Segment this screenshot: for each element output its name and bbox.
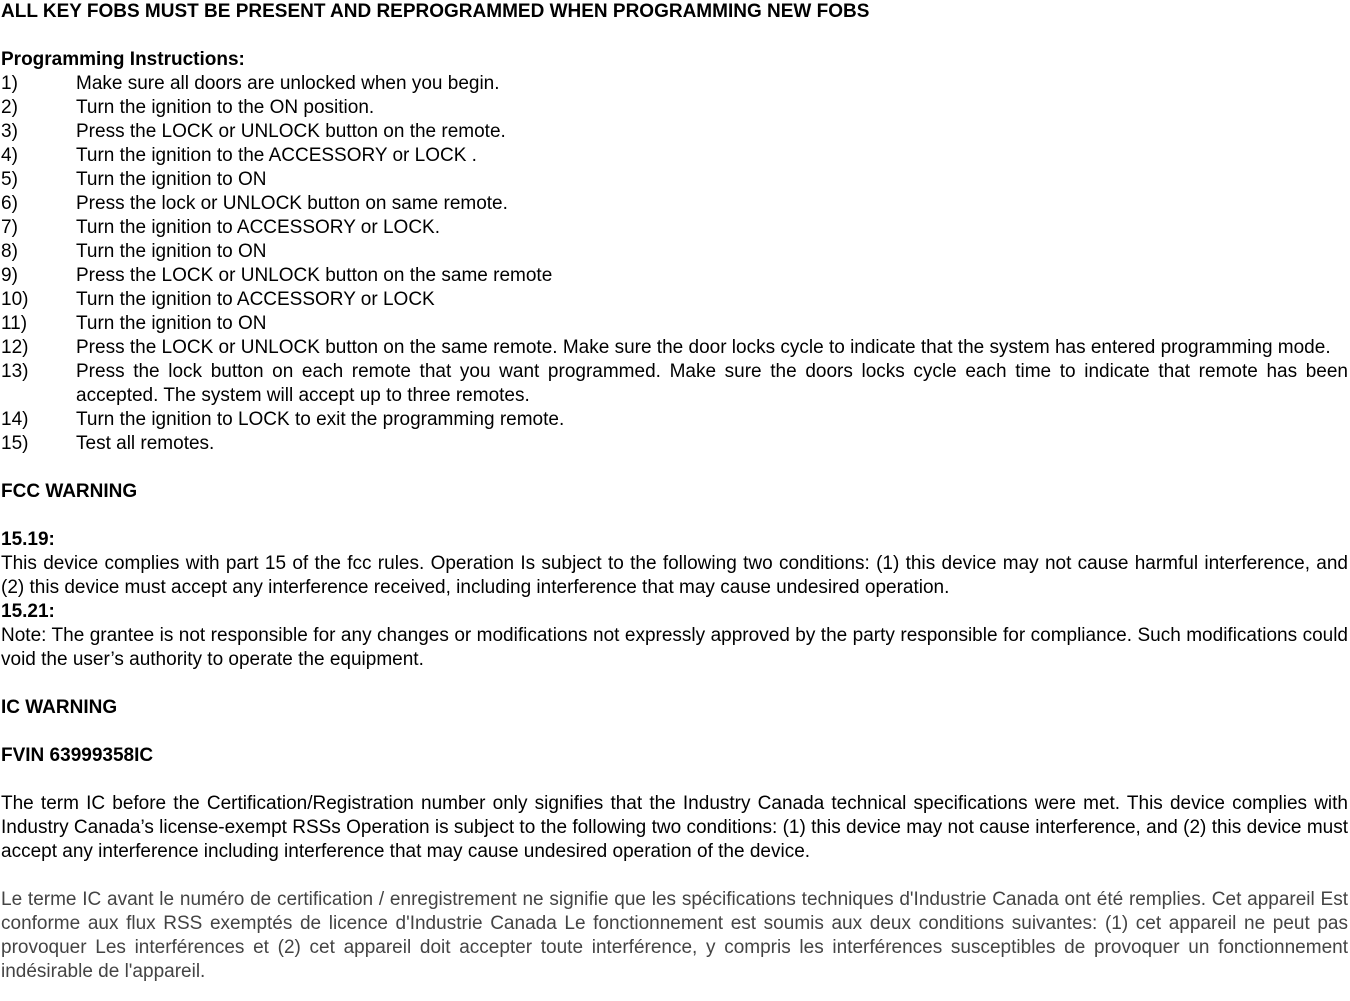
- step-text: Turn the ignition to the ON position.: [76, 97, 375, 118]
- list-item: [1, 312, 1348, 336]
- step-text: Turn the ignition to ON: [76, 169, 267, 190]
- step-number: 14): [1, 409, 29, 430]
- step-text: Press the lock or UNLOCK button on same remote.: [76, 193, 508, 214]
- ic-french-text: Le terme IC avant le numéro de certification / enregistrement ne signifie que les spécifications techniques d'Industrie Canada ont été remplies. Cet appareil Est conforme aux flux RSS exemptés de licence d'Industrie Canada Le fonctionnement est soumis aux deux conditions suivantes: (1) cet appareil ne peut pas provoquer Les interférences et (2) cet appareil doit accepter toute interférence, y compris les interférences susceptibles de provoquer un fonctionnement indésirable de l'appareil.: [1, 889, 1348, 982]
- instructions-list: [1, 72, 1348, 456]
- step-text: Press the LOCK or UNLOCK button on the same remote: [76, 265, 553, 286]
- step-number: 12): [1, 337, 29, 358]
- step-text: Test all remotes.: [76, 433, 215, 454]
- fcc-15-19-text: This device complies with part 15 of the fcc rules. Operation Is subject to the following two conditions: (1) this device may not cause harmful interference, and (2) this device must accept any interference received, including interference that may cause undesired operation.: [1, 553, 1348, 598]
- ic-warning-title: IC WARNING: [1, 697, 118, 718]
- step-number: 7): [1, 217, 18, 238]
- spacer: [1, 720, 1348, 744]
- step-text: Turn the ignition to ON: [76, 313, 267, 334]
- step-number: 6): [1, 193, 18, 214]
- list-item: [1, 336, 1348, 360]
- step-text: Press the LOCK or UNLOCK button on the remote.: [76, 121, 506, 142]
- document-header: ALL KEY FOBS MUST BE PRESENT AND REPROGRAMMED WHEN PROGRAMMING NEW FOBS: [1, 1, 870, 22]
- step-number: 3): [1, 121, 18, 142]
- spacer: [1, 456, 1348, 480]
- list-item: [1, 96, 1348, 120]
- ic-english-text: The term IC before the Certification/Registration number only signifies that the Industry Canada technical specifications were met. This device complies with Industry Canada’s license-exempt RSSs Operation is subject to the following two conditions: (1) this device may not cause interference, and (2) this device must accept any interference including interference that may cause undesired operation of the device.: [1, 793, 1348, 862]
- step-number: 13): [1, 361, 29, 382]
- step-number: 2): [1, 97, 18, 118]
- list-item: [1, 120, 1348, 144]
- step-text: Turn the ignition to the ACCESSORY or LOCK .: [76, 145, 477, 166]
- step-number: 4): [1, 145, 18, 166]
- list-item: [1, 360, 1348, 408]
- list-item: [1, 168, 1348, 192]
- step-number: 15): [1, 433, 29, 454]
- spacer: [1, 672, 1348, 696]
- step-text: Press the LOCK or UNLOCK button on the same remote. Make sure the door locks cycle to indicate that the system has entered programming mode.: [76, 337, 1331, 358]
- step-number: 1): [1, 73, 18, 94]
- instructions-title: Programming Instructions:: [1, 49, 245, 70]
- step-number: 5): [1, 169, 18, 190]
- list-item: [1, 408, 1348, 432]
- step-text: Turn the ignition to ACCESSORY or LOCK.: [76, 217, 440, 238]
- step-text: Press the lock button on each remote that you want programmed. Make sure the doors locks cycle each time to indicate that remote has been accepted. The system will accept up to three remotes.: [76, 361, 1348, 406]
- list-item: [1, 144, 1348, 168]
- fcc-15-19-label: 15.19:: [1, 529, 55, 550]
- spacer: [1, 504, 1348, 528]
- list-item: [1, 240, 1348, 264]
- step-text: Turn the ignition to ACCESSORY or LOCK: [76, 289, 435, 310]
- step-text: Turn the ignition to LOCK to exit the programming remote.: [76, 409, 565, 430]
- spacer: [1, 24, 1348, 48]
- list-item: [1, 216, 1348, 240]
- fcc-15-21-label: 15.21:: [1, 601, 55, 622]
- list-item: [1, 288, 1348, 312]
- spacer: [1, 768, 1348, 792]
- list-item: [1, 264, 1348, 288]
- list-item: [1, 72, 1348, 96]
- step-text: Turn the ignition to ON: [76, 241, 267, 262]
- step-text: Make sure all doors are unlocked when you begin.: [76, 73, 500, 94]
- fvin-number: FVIN 63999358IC: [1, 745, 154, 766]
- list-item: [1, 432, 1348, 456]
- step-number: 11): [1, 313, 28, 334]
- step-number: 8): [1, 241, 18, 262]
- spacer: [1, 864, 1348, 888]
- step-number: 9): [1, 265, 18, 286]
- fcc-15-21-text: Note: The grantee is not responsible for any changes or modifications not expressly approved by the party responsible for compliance. Such modifications could void the user’s authority to operate the equipment.: [1, 625, 1348, 670]
- fcc-warning-title: FCC WARNING: [1, 481, 138, 502]
- step-number: 10): [1, 289, 29, 310]
- list-item: [1, 192, 1348, 216]
